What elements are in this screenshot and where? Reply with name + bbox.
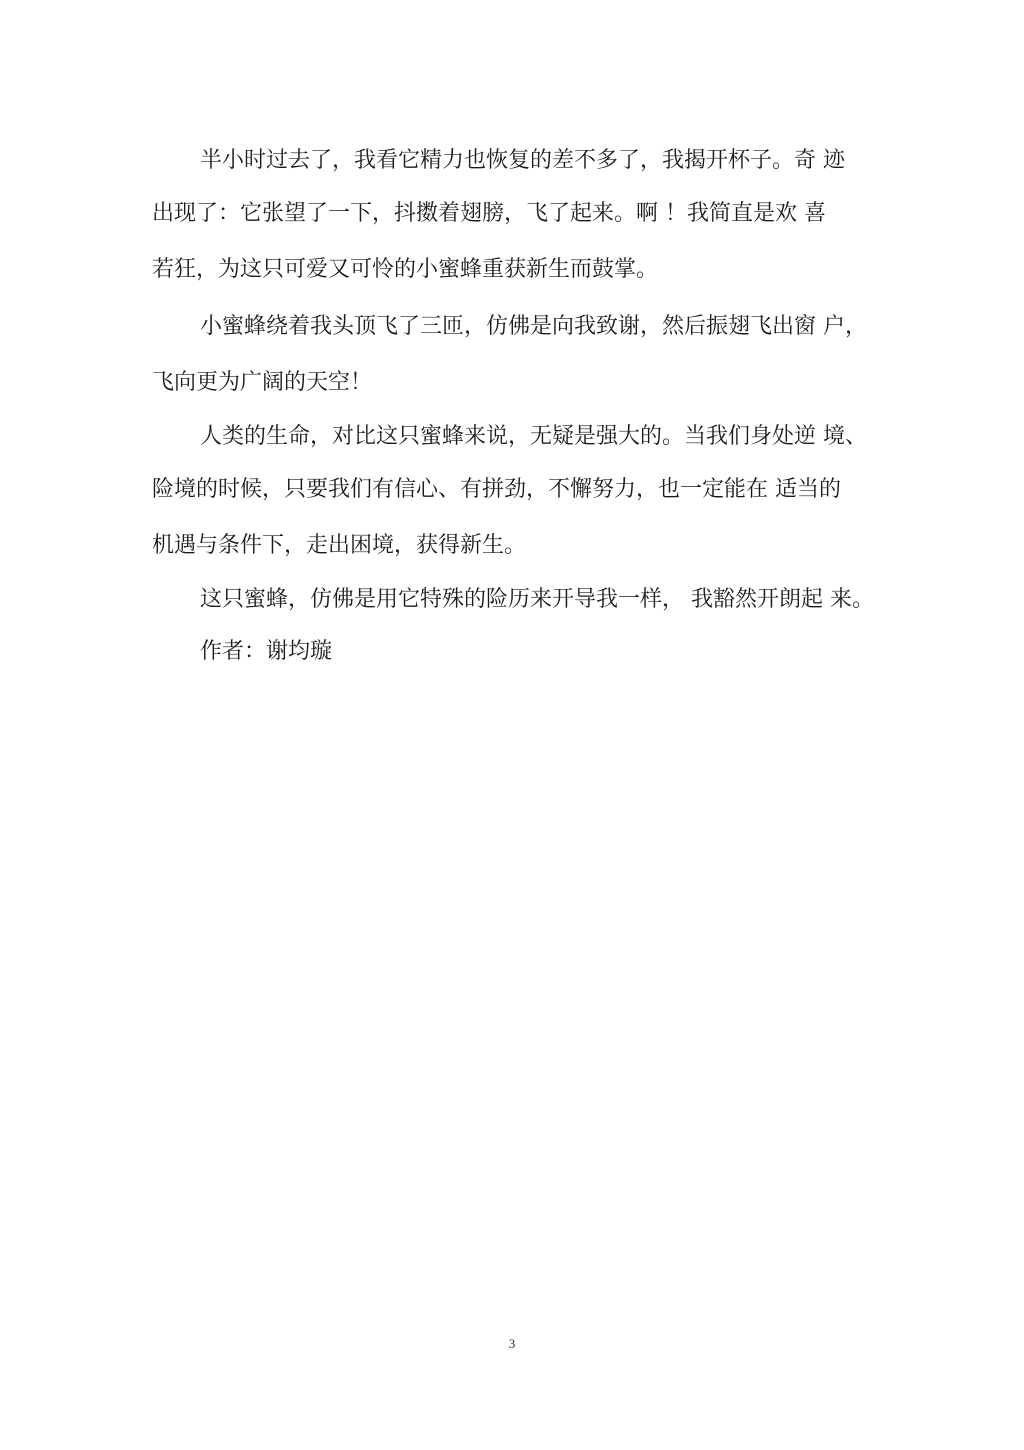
author-line: 作者：谢均璇 xyxy=(200,639,333,664)
text-line: 飞向更为广阔的天空！ xyxy=(152,370,373,395)
text-line: 机遇与条件下，走出困境，获得新生。 xyxy=(152,533,527,558)
page-number: 3 xyxy=(508,1336,516,1351)
text-line: 若狂，为这只可爱又可怜的小蜜蜂重获新生而鼓掌。 xyxy=(152,257,659,282)
text-line: 小蜜蜂绕着我头顶飞了三匝，仿佛是向我致谢，然后振翅飞出窗 户， xyxy=(200,314,867,339)
text-line: 这只蜜蜂，仿佛是用它特殊的险历来开导我一样， 我豁然开朗起 来。 xyxy=(200,587,874,612)
text-line: 半小时过去了，我看它精力也恢复的差不多了，我揭开杯子。奇 迹 xyxy=(200,148,845,173)
text-line: 人类的生命，对比这只蜜蜂来说，无疑是强大的。当我们身处逆 境、 xyxy=(200,424,867,449)
text-line: 险境的时候，只要我们有信心、有拼劲，不懈努力，也一定能在 适当的 xyxy=(152,477,841,502)
text-line: 出现了：它张望了一下，抖擞着翅膀，飞了起来。啊 ！我简直是欢 喜 xyxy=(152,201,826,226)
